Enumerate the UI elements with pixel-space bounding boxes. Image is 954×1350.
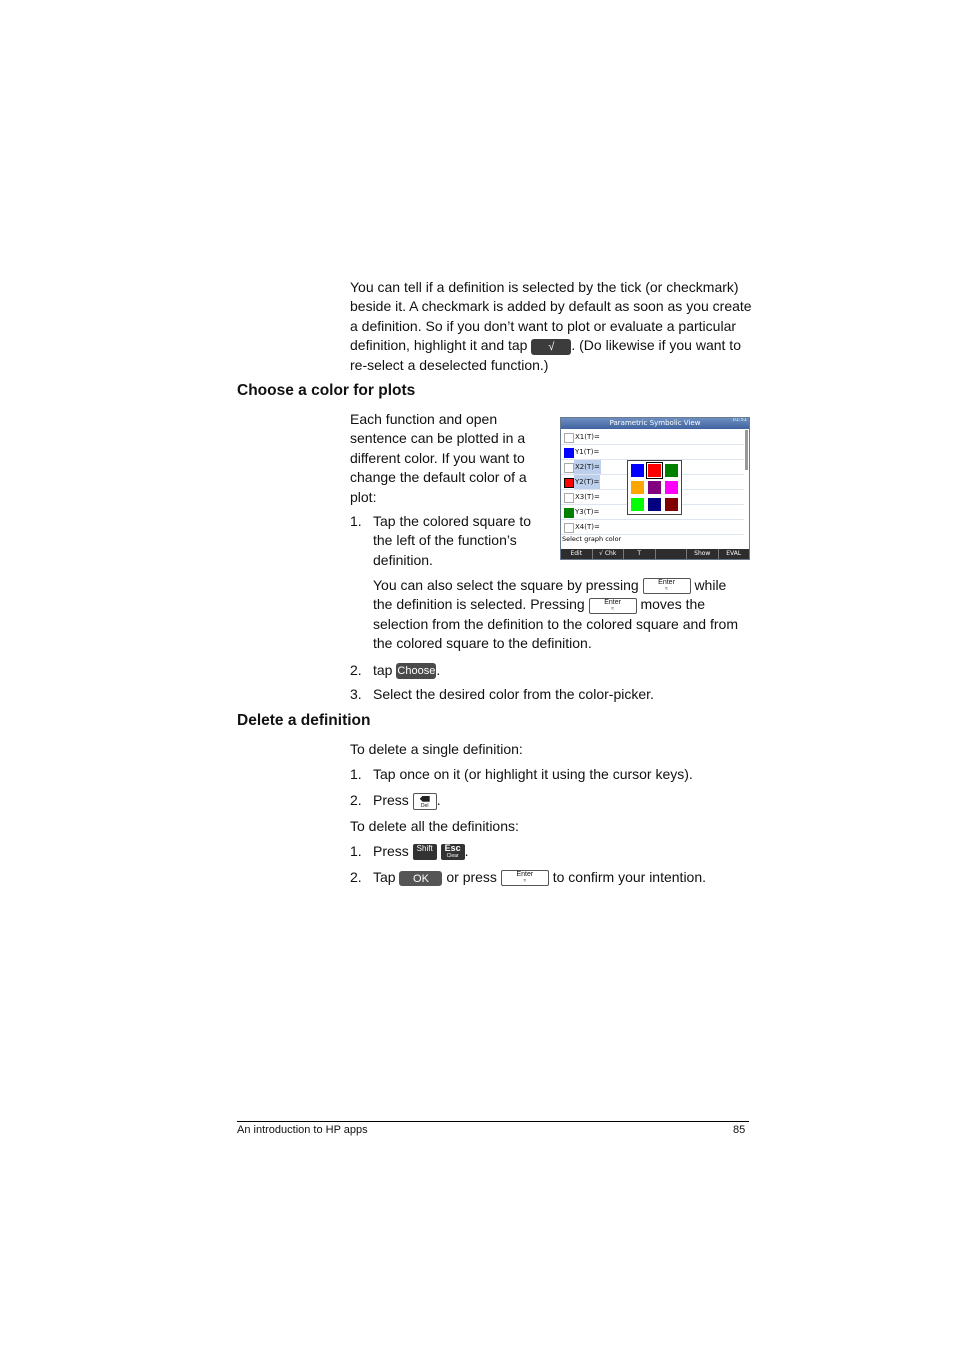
enter-key-sub: ≈: [611, 605, 614, 612]
step-text: [373, 868, 706, 887]
page-number: 85: [733, 1124, 746, 1136]
calculator-screenshot: [560, 417, 750, 560]
step-text-part: Press: [373, 843, 409, 859]
enter-key-label: Enter: [658, 579, 675, 587]
step-text: [373, 842, 468, 861]
row-label: Y2(T)=: [574, 475, 600, 489]
color-swatch[interactable]: [648, 498, 661, 511]
delete-key[interactable]: [413, 793, 437, 810]
enter-key[interactable]: [589, 598, 637, 614]
intro-text: definition, highlight it and tap: [350, 337, 528, 354]
intro-text: . (Do likewise if you want to: [571, 337, 741, 354]
para-line: plot:: [350, 488, 377, 505]
shift-key-label: Shift: [416, 844, 433, 854]
color-swatch[interactable]: [665, 498, 678, 511]
also-line: [373, 576, 753, 595]
step-text-part: .: [436, 662, 441, 678]
also-line: [373, 595, 753, 614]
esc-key-sub: Clear: [446, 853, 459, 860]
color-square[interactable]: [564, 463, 574, 473]
delete-key-sub: Del: [420, 802, 429, 809]
shift-key[interactable]: [413, 844, 437, 860]
also-line: selection from the definition to the colored square and from: [373, 615, 738, 632]
enter-key-sub: ≈: [665, 586, 668, 593]
step-text-part: .: [436, 792, 441, 808]
check-key[interactable]: √: [531, 339, 571, 355]
color-square[interactable]: [564, 478, 574, 488]
softkey-show[interactable]: Show: [687, 549, 719, 559]
color-square[interactable]: [564, 508, 574, 518]
para-line: sentence can be plotted in a: [350, 430, 526, 447]
row-label: Y3(T)=: [575, 508, 600, 516]
step-text-part: Tap: [373, 869, 396, 885]
color-square[interactable]: [564, 448, 574, 458]
enter-key[interactable]: [643, 578, 691, 594]
also-paragraph: [373, 576, 753, 654]
delete-single-intro: To delete a single definition:: [350, 741, 523, 757]
step-number: 2.: [350, 662, 362, 678]
softkey-eval[interactable]: EVAL: [726, 550, 742, 557]
step-text: Select the desired color from the color-picker.: [373, 686, 654, 702]
color-paragraph: [350, 410, 550, 507]
step-text: [373, 791, 441, 810]
section-heading: Delete a definition: [237, 712, 371, 729]
step-number: 1.: [350, 766, 362, 782]
step-number: 2.: [350, 869, 362, 885]
ok-key[interactable]: OK: [399, 871, 442, 886]
step-text-part: Press: [373, 792, 409, 808]
step-number: 1.: [350, 513, 362, 529]
step-text: [373, 512, 553, 570]
para-line: different color. If you want to: [350, 449, 525, 466]
enter-key-sub: ≈: [523, 878, 527, 885]
scrollbar[interactable]: [745, 430, 748, 470]
color-swatch[interactable]: [631, 464, 644, 477]
enter-key-label: Enter: [604, 598, 621, 606]
para-line: Each function and open: [350, 411, 498, 427]
color-square[interactable]: [564, 493, 574, 503]
color-swatch[interactable]: [631, 481, 644, 494]
step-text-part: or press: [446, 869, 497, 885]
calc-title: Parametric Symbolic View: [609, 419, 701, 427]
row-label: X2(T)=: [574, 460, 601, 474]
color-square[interactable]: [564, 433, 574, 443]
row-label: X4(T)=: [575, 523, 600, 531]
row-label: X3(T)=: [575, 493, 600, 501]
intro-line: You can tell if a definition is selected by the tick (or checkmark): [350, 279, 739, 295]
row-label: Y1(T)=: [575, 448, 600, 456]
step-text: Tap once on it (or highlight it using the cursor keys).: [373, 766, 693, 782]
footer-rule: [237, 1121, 749, 1122]
color-swatch[interactable]: [648, 464, 661, 477]
row-label: X1(T)=: [575, 433, 600, 441]
intro-line: [350, 336, 752, 355]
also-text: while: [694, 577, 727, 593]
definition-row[interactable]: [561, 445, 744, 460]
choose-key[interactable]: Choose: [397, 665, 436, 678]
step-text: [373, 661, 440, 680]
section-heading: Choose a color for plots: [237, 382, 416, 399]
softkey-t[interactable]: T: [624, 549, 656, 559]
also-text: the definition is selected. Pressing: [373, 596, 585, 613]
step-number: 3.: [350, 686, 362, 702]
color-swatch[interactable]: [648, 481, 661, 494]
calc-title-bar: [561, 418, 749, 429]
enter-key[interactable]: [501, 870, 549, 886]
definition-row[interactable]: [561, 430, 744, 445]
calc-prompt: Select graph color: [562, 535, 622, 543]
color-picker: [627, 460, 682, 515]
intro-paragraph: [350, 278, 752, 375]
step-text-part: to confirm your intention.: [552, 869, 707, 885]
color-swatch[interactable]: [631, 498, 644, 511]
step-number: 2.: [350, 792, 362, 808]
definition-row[interactable]: [561, 520, 744, 535]
step-line: Tap the colored square to: [373, 513, 531, 529]
color-swatch[interactable]: [665, 464, 678, 477]
softkey-check[interactable]: √ Chk: [593, 549, 625, 559]
also-line: the colored square to the definition.: [373, 635, 592, 652]
color-square[interactable]: [564, 523, 574, 533]
softkey-edit[interactable]: Edit: [561, 549, 593, 559]
delete-all-intro: To delete all the definitions:: [350, 818, 519, 834]
enter-key-label: Enter: [516, 871, 534, 879]
intro-line: re-select a deselected function.): [350, 356, 549, 373]
battery-indicator: 01:51: [732, 417, 747, 423]
softkey-blank[interactable]: [656, 549, 688, 559]
softkey-bar: [561, 549, 749, 559]
footer-title: An introduction to HP apps: [237, 1124, 368, 1136]
esc-key[interactable]: [441, 844, 465, 860]
also-text: You can also select the square by pressing: [373, 577, 639, 593]
backspace-icon: [420, 796, 430, 802]
step-text-part: .: [464, 843, 469, 859]
intro-line: a definition. So if you don’t want to plot or evaluate a particular: [350, 317, 737, 334]
step-line: the left of the function’s: [373, 532, 517, 549]
step-number: 1.: [350, 843, 362, 859]
also-text: moves the: [640, 596, 706, 613]
color-swatch[interactable]: [665, 481, 678, 494]
step-text-part: tap: [373, 662, 393, 678]
step-line: definition.: [373, 551, 433, 568]
intro-line: beside it. A checkmark is added by default as soon as you create: [350, 298, 752, 315]
esc-key-label: Esc: [444, 843, 461, 854]
para-line: change the default color of a: [350, 469, 527, 486]
